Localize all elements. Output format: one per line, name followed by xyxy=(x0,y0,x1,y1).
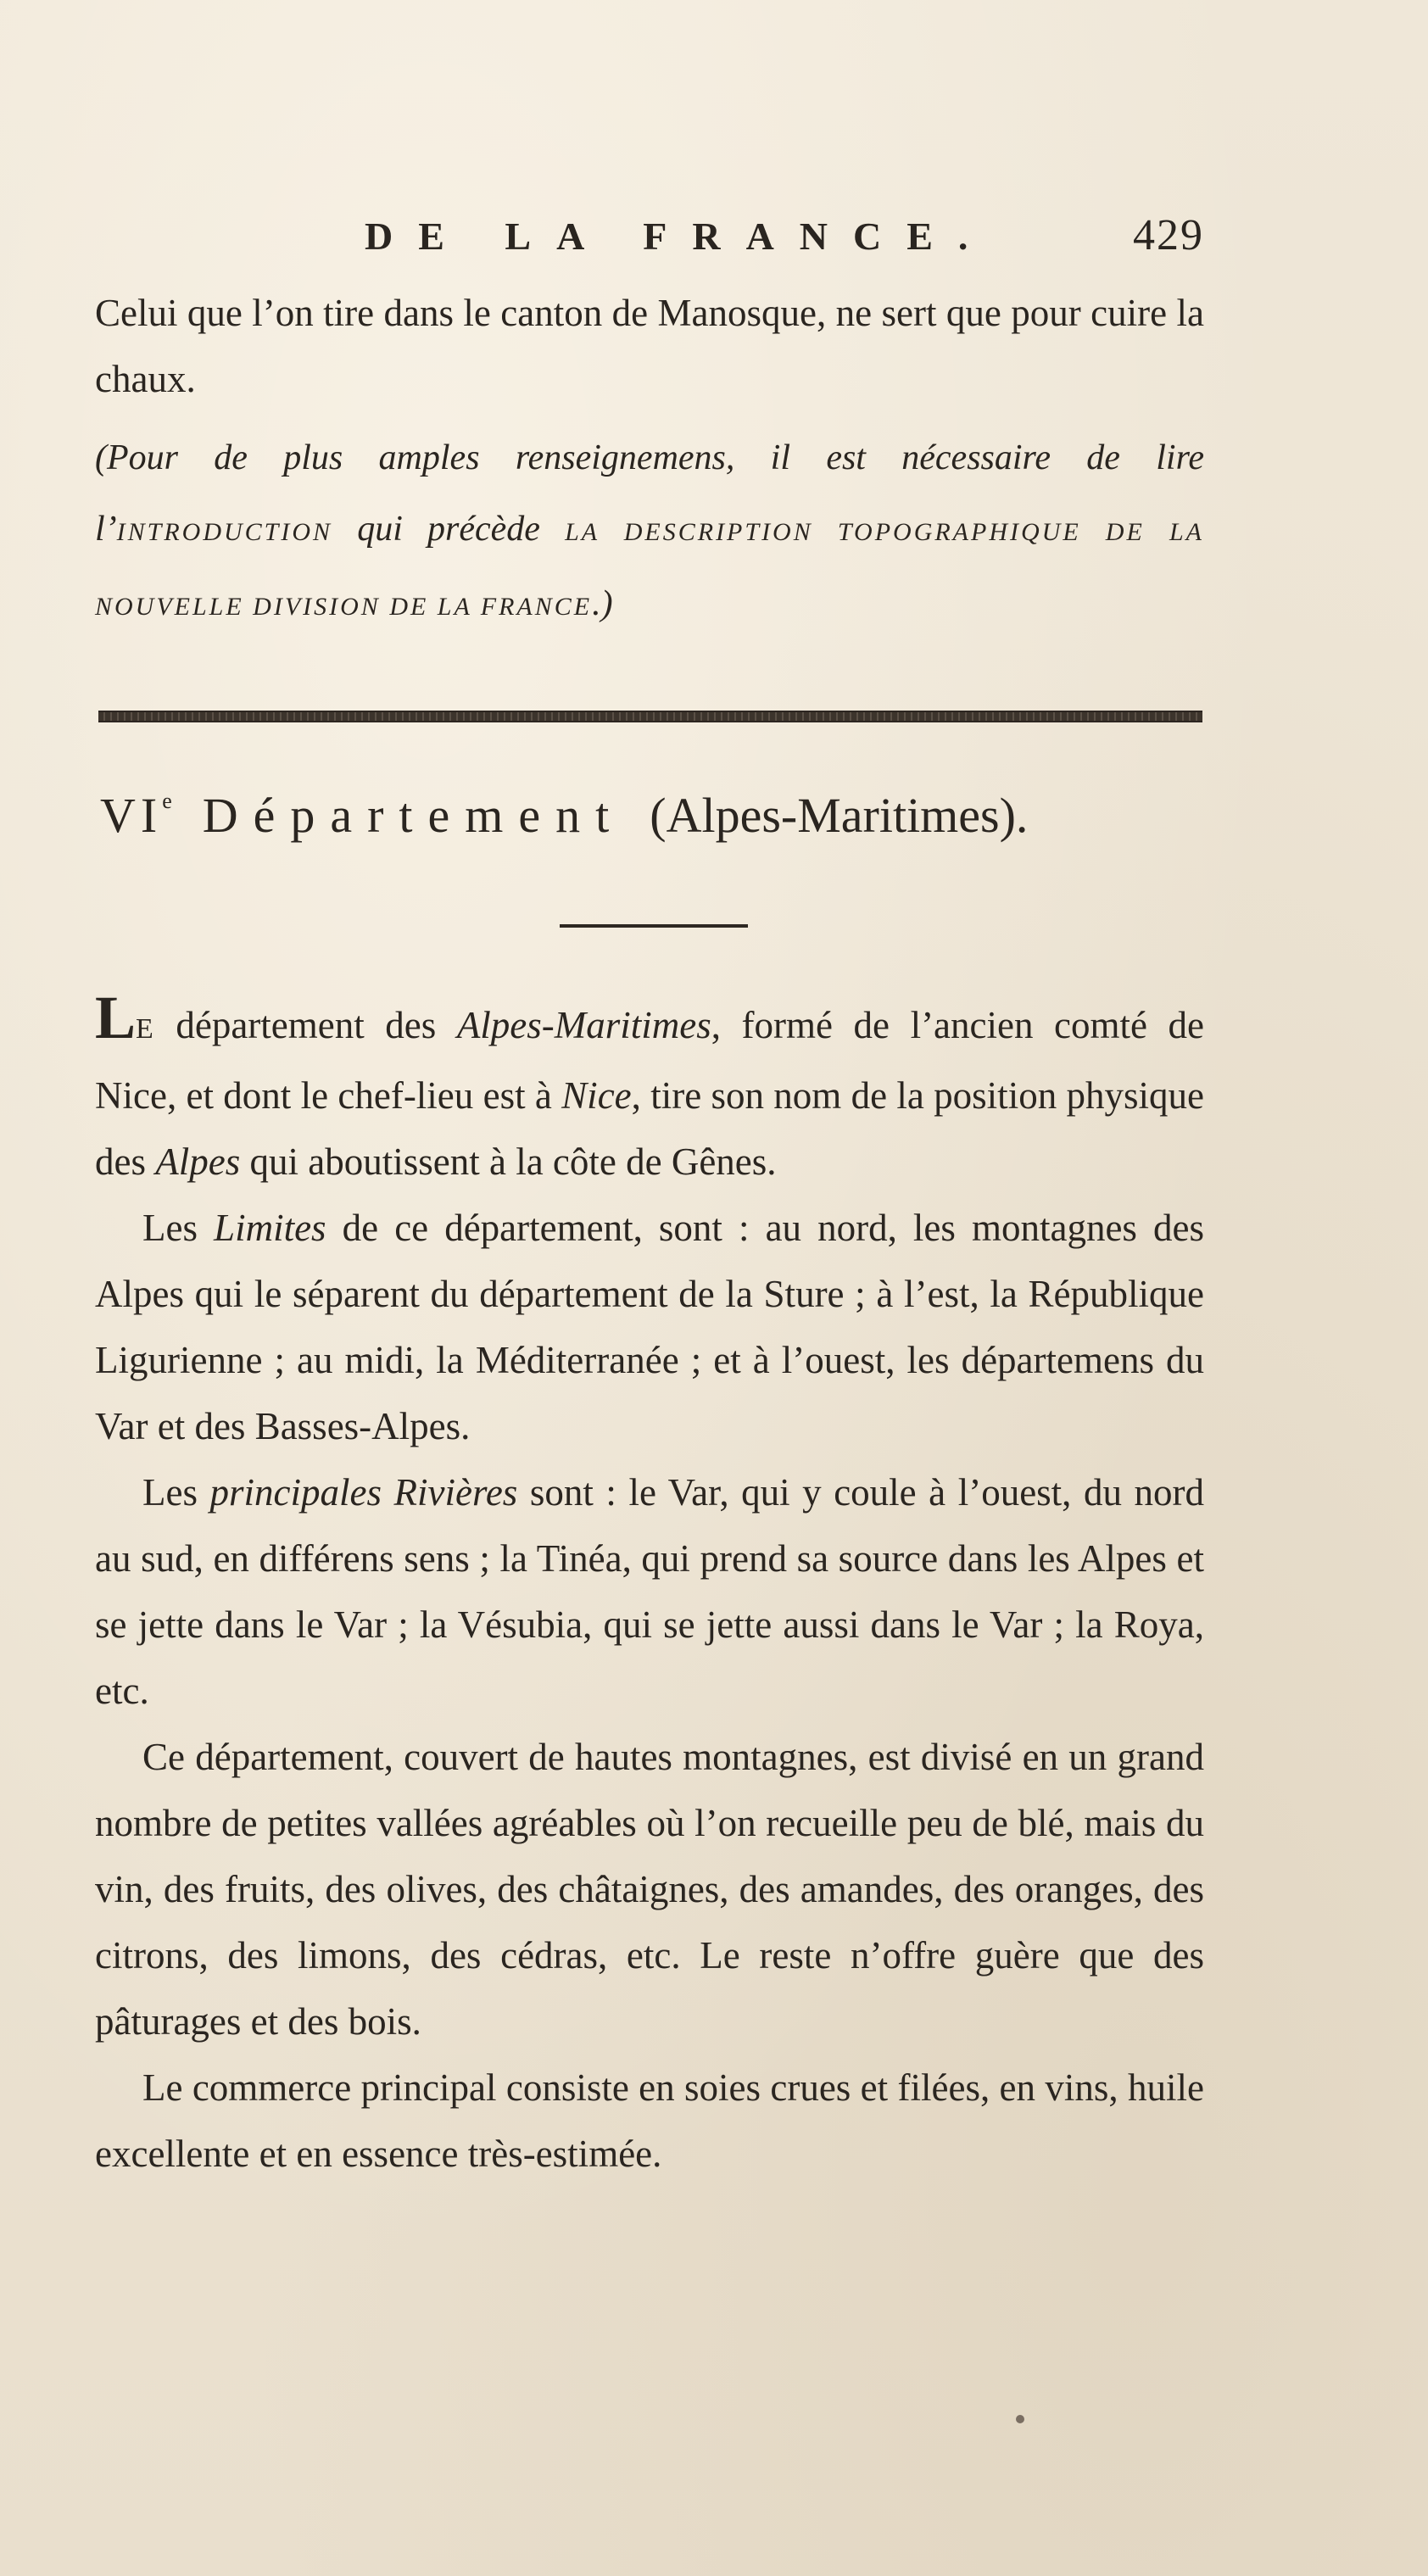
paper-speck xyxy=(1016,2415,1024,2423)
department-name: (Alpes-Maritimes). xyxy=(650,788,1029,843)
p3-text-a: Les xyxy=(142,1471,210,1514)
p2-italic-limites: Limites xyxy=(214,1207,326,1249)
running-title: DE LA FRANCE. xyxy=(365,215,994,258)
note-text-2: qui précède xyxy=(332,510,566,549)
p1-italic-alpes: Alpes xyxy=(155,1140,241,1183)
department-number-sup: e xyxy=(162,789,177,813)
note-open-paren: ( xyxy=(95,438,107,477)
drop-cap: L xyxy=(95,984,137,1051)
running-head xyxy=(365,210,1204,260)
p2-text-a: Les xyxy=(142,1207,215,1249)
p2-text-b: de ce département, sont : au nord, les montagnes des Alpes qui le séparent du département de la Sture ; à l’est, la République Ligurienne ; au midi, la Méditerranée ; et à l’ouest, les départemens du Var et des Basses-Alpes. xyxy=(95,1207,1204,1447)
p1-text-a: département des xyxy=(154,1004,457,1046)
p1-text-c: , tire son nom de la position physique des xyxy=(95,1074,1204,1183)
p1-text-d: qui aboutissent à la côte de Gênes. xyxy=(240,1140,777,1183)
department-numeral: VI xyxy=(100,788,163,843)
drop-cap-rest: E xyxy=(136,1013,155,1045)
paragraph-commerce: Le commerce principal consiste en soies crues et filées, en vins, huile excellente et en essence très-estimée. xyxy=(95,2066,1204,2175)
paragraph-rivers xyxy=(95,1459,1204,1724)
department-heading xyxy=(100,787,1211,844)
note-close: .) xyxy=(592,584,613,623)
p1-italic-alpes-maritimes: Alpes-Maritimes xyxy=(456,1004,711,1046)
p1-text-b: , formé de l’ancien comté de Nice, et dont le chef-lieu est à xyxy=(95,1004,1204,1117)
body-text xyxy=(95,984,1204,2187)
p3-italic-rivieres: principales Rivières xyxy=(209,1471,518,1514)
section-divider xyxy=(98,711,1202,722)
note-introduction: INTRODUCTION xyxy=(116,518,333,546)
paragraph-limits xyxy=(95,1195,1204,1459)
department-word: Département xyxy=(202,788,625,843)
paragraph-intro xyxy=(95,984,1204,1195)
reference-note xyxy=(95,422,1204,643)
note-description-title: LA DESCRIPTION TOPOGRAPHIQUE DE LA NOUVELLE DIVISION DE LA FRANCE xyxy=(95,518,1204,621)
p1-italic-nice: Nice xyxy=(561,1074,632,1117)
page-number: 429 xyxy=(1133,211,1204,259)
p3-text-b: sont : le Var, qui y coule à l’ouest, du nord au sud, en différens sens ; la Tinéa, qui prend sa source dans les Alpes et se jette dans le Var ; la Vésubia, qui se jette aussi dans le Var ; la Roya, etc. xyxy=(95,1471,1204,1712)
intro-paragraph: Celui que l’on tire dans le canton de Manosque, ne sert que pour cuire la chaux. xyxy=(95,292,1204,400)
paragraph-geography: Ce département, couvert de hautes montagnes, est divisé en un grand nombre de petites vallées agréables où l’on recueille peu de blé, mais du vin, des fruits, des olives, des châtaignes, des amandes, des oranges, des citrons, des limons, des cédras, etc. Le reste n’offre guère que des pâturages et des bois. xyxy=(95,1736,1204,2043)
note-text-1: Pour de plus amples renseignemens, il est nécessaire de lire l’ xyxy=(95,438,1204,549)
department-number xyxy=(100,788,177,843)
heading-rule xyxy=(560,924,748,928)
